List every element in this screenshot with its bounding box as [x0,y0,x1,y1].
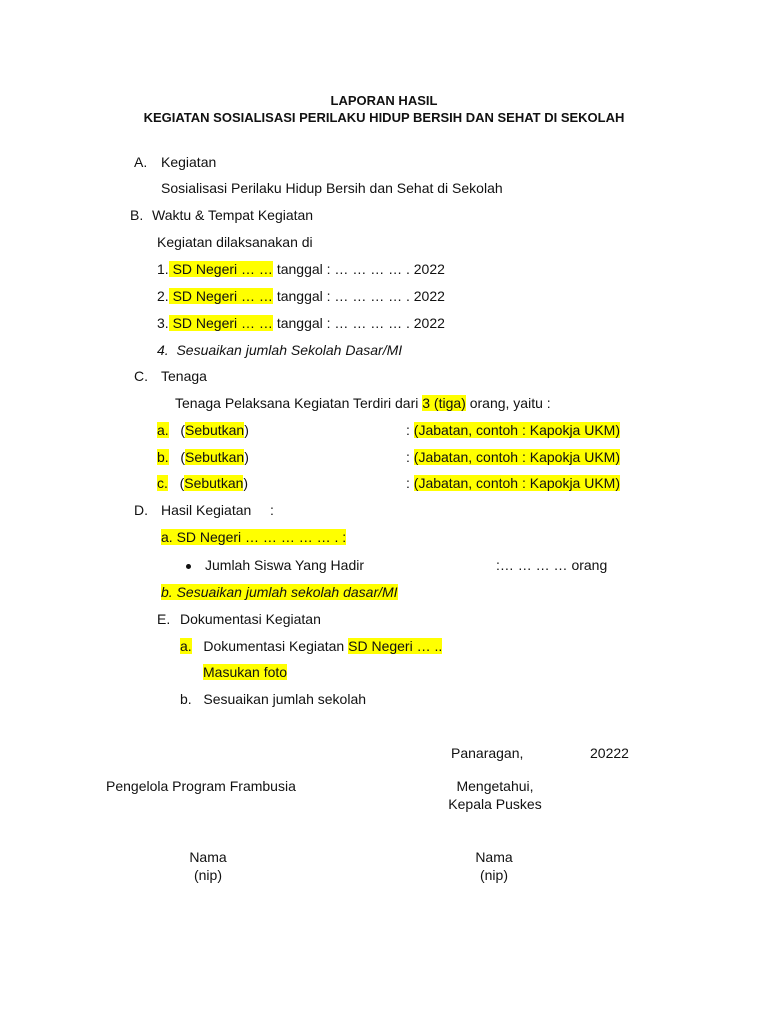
doc-item-b-text: Sesuaikan jumlah sekolah [203,691,367,707]
staff-intro-before: Tenaga Pelaksana Kegiatan Terdiri dari [175,395,423,411]
section-b-marker: B. [130,207,144,223]
result-note: b. Sesuaikan jumlah sekolah dasar/MI [161,584,398,600]
bullet-icon [186,556,191,574]
schedule-note-text: Sesuaikan jumlah Sekolah Dasar/MI [176,342,403,358]
result-item-a [161,528,346,546]
schedule-school: SD Negeri … … [168,315,273,331]
schedule-school: SD Negeri … … [168,261,273,277]
schedule-date: tanggal : … … … … . 2022 [272,261,445,277]
schedule-school: SD Negeri … … [168,288,273,304]
section-e-marker: E. [157,611,171,627]
schedule-number: 1. [157,261,169,277]
staff-marker: b. [157,449,169,465]
section-c-heading: Tenaga [161,368,207,384]
staff-role-colon: : [406,422,414,438]
section-a-marker: A. [134,154,148,170]
staff-role-text: (Jabatan, contoh : Kapokja UKM) [413,422,621,438]
staff-row [157,474,248,492]
left-signer-role: Pengelola Program Frambusia [106,778,296,794]
schedule-note-number: 4. [157,342,169,358]
schedule-item [157,287,445,305]
right-signer-role-2: Kepala Puskes [448,796,542,812]
doc-item-a [180,637,442,655]
section-e-heading: Dokumentasi Kegiatan [180,611,321,627]
schedule-date: tanggal : … … … … . 2022 [272,315,445,331]
report-title: LAPORAN HASIL [330,93,438,108]
staff-name: Sebutkan [185,449,245,465]
right-signer-role-1: Mengetahui, [456,778,534,794]
left-signer-name: Nama [189,849,227,865]
result-school: a. SD Negeri … … … … … . : [161,529,347,545]
right-signer-nip: (nip) [479,867,508,883]
section-c-intro [175,394,551,412]
staff-paren-close: ) [243,475,249,491]
staff-role-text: (Jabatan, contoh : Kapokja UKM) [413,449,621,465]
doc-item-b-marker: b. [180,691,192,707]
staff-paren-open: ( [179,475,185,491]
schedule-number: 3. [157,315,169,331]
schedule-note [157,341,402,359]
photo-note-text: Masukan foto [203,664,288,680]
staff-marker: a. [157,422,169,438]
doc-item-b [180,690,366,708]
staff-row [157,448,249,466]
section-d-colon: : [270,502,274,518]
staff-intro-after: orang, yaitu : [465,395,551,411]
staff-row [157,421,249,439]
sign-year: 20222 [590,745,629,761]
staff-name: Sebutkan [184,475,244,491]
schedule-item [157,260,445,278]
section-b-intro: Kegiatan dilaksanakan di [157,234,313,250]
staff-role [406,474,620,492]
staff-role [406,421,620,439]
photo-note [203,663,287,681]
section-c-marker: C. [134,368,148,384]
section-a-body: Sosialisasi Perilaku Hidup Bersih dan Sehat di Sekolah [161,180,503,196]
section-a-heading: Kegiatan [161,154,217,170]
attendance-value: :… … … … orang [496,557,608,573]
section-b-heading: Waktu & Tempat Kegiatan [152,207,314,223]
staff-paren-close: ) [244,422,249,438]
doc-item-a-marker: a. [180,638,192,654]
doc-item-a-text: Dokumentasi Kegiatan [203,638,349,654]
right-signer-name: Nama [475,849,513,865]
left-signer-nip: (nip) [193,867,222,883]
staff-role [406,448,620,466]
staff-role-colon: : [406,449,414,465]
attendance-label: Jumlah Siswa Yang Hadir [205,557,365,573]
staff-role-colon: : [406,475,414,491]
schedule-number: 2. [157,288,169,304]
section-d-marker: D. [134,502,148,518]
staff-marker: c. [157,475,168,491]
result-item-b [161,583,398,601]
staff-name: Sebutkan [185,422,245,438]
doc-item-a-school: SD Negeri … .. [348,638,443,654]
schedule-date: tanggal : … … … … . 2022 [272,288,445,304]
schedule-item [157,314,445,332]
staff-role-text: (Jabatan, contoh : Kapokja UKM) [413,475,621,491]
staff-paren-close: ) [244,449,249,465]
sign-place: Panaragan, [451,745,524,761]
section-d-heading: Hasil Kegiatan [161,502,252,518]
report-subtitle: KEGIATAN SOSIALISASI PERILAKU HIDUP BERSIH DAN SEHAT DI SEKOLAH [143,110,625,125]
staff-paren-open: ( [180,422,186,438]
staff-count: 3 (tiga) [422,395,466,411]
staff-paren-open: ( [180,449,186,465]
